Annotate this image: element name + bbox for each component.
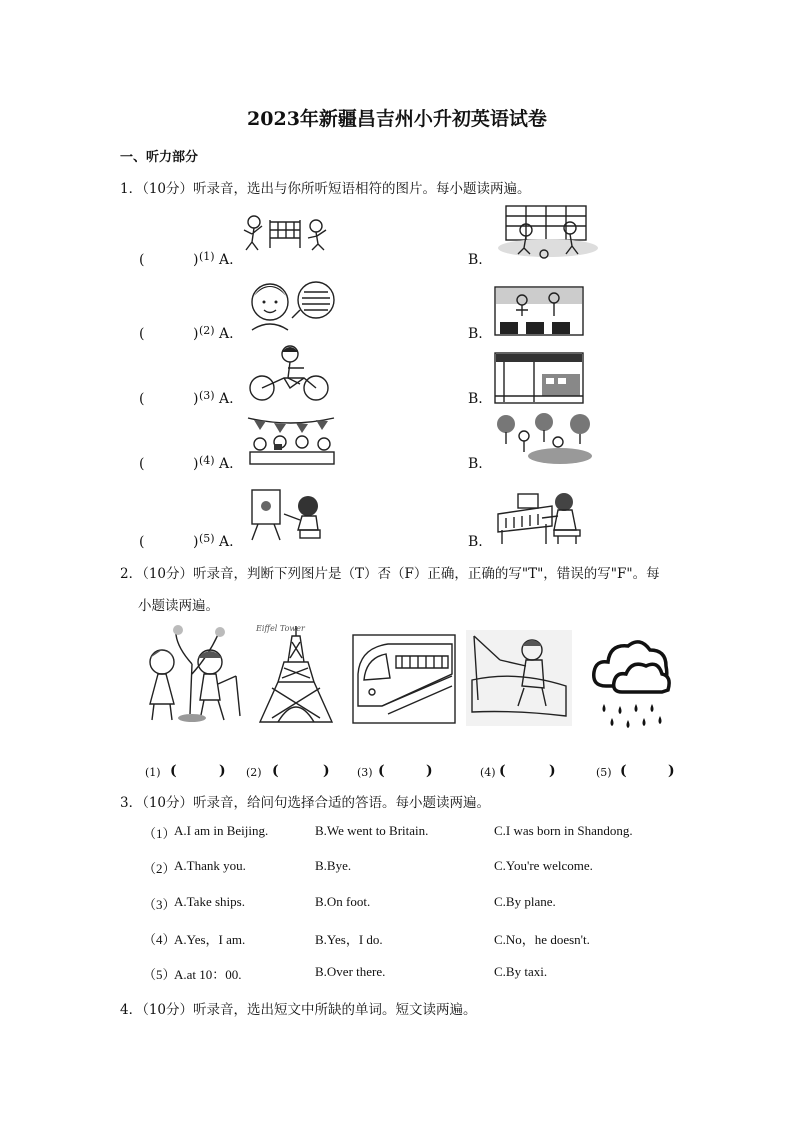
option-b-label: B. <box>468 326 483 342</box>
answer-paren-close: ) <box>219 763 226 779</box>
choice-number: （5） <box>143 967 176 982</box>
choice-number: （1） <box>143 826 176 841</box>
answer-paren-open: ( <box>139 534 145 550</box>
subway-station-icon <box>494 352 584 404</box>
answer-paren-close: ) <box>193 252 199 268</box>
choice-c: C.By taxi. <box>494 964 548 979</box>
answer-paren-open: ( <box>139 252 145 268</box>
girl-bicycle-icon <box>244 344 338 402</box>
choice-a: A.Take ships. <box>174 894 245 909</box>
fishing-man-icon <box>466 630 572 726</box>
boy-painting-icon <box>246 486 330 542</box>
question-2-text: 2．（10分）听录音，判断下列图片是（T）否（F）正确，正确的写"T"，错误的写"F"。每 <box>120 566 660 582</box>
option-b-label: B. <box>468 391 483 407</box>
answer-paren-close: ) <box>193 391 199 407</box>
choice-b: B.Yes，I do. <box>315 932 383 947</box>
birthday-party-icon <box>244 412 338 466</box>
choice-c: C.I was born in Shandong. <box>494 823 633 838</box>
classroom-icon <box>494 286 584 336</box>
choice-a: A.Yes，I am. <box>174 932 246 947</box>
choice-number: （3） <box>143 897 176 912</box>
choice-number: （2） <box>143 861 176 876</box>
choice-a: A.at 10：00. <box>174 967 242 982</box>
option-b-label: B. <box>468 456 483 472</box>
question-2-text-cont: 小题读两遍。 <box>138 598 219 614</box>
item-number: (2) <box>199 324 215 337</box>
planting-tree-icon <box>140 624 244 726</box>
soccer-kids-icon <box>496 204 600 260</box>
item-number: (4) <box>199 454 215 467</box>
option-a-label: A. <box>219 456 234 472</box>
badminton-players-icon <box>240 212 330 252</box>
answer-paren-open: ( <box>170 763 177 779</box>
choice-b: B.On foot. <box>315 894 371 909</box>
option-a-label: A. <box>219 391 234 407</box>
choice-b: B.Over there. <box>315 964 386 979</box>
answer-paren-open: ( <box>499 763 506 779</box>
choice-number: （4） <box>143 932 176 947</box>
item-number: (5) <box>199 532 215 545</box>
answer-paren-close: ) <box>549 763 556 779</box>
choice-b: B.We went to Britain. <box>315 823 429 838</box>
answer-paren-close: ) <box>193 456 199 472</box>
blank-number: (1) <box>145 766 161 779</box>
answer-paren-close: ) <box>323 763 330 779</box>
question-3-text: 3．（10分）听录音，给问句选择合适的答语。每小题读两遍。 <box>120 795 491 811</box>
section-heading: 一、听力部分 <box>120 150 199 165</box>
eiffel-tower-icon <box>248 622 344 726</box>
option-a-label: A. <box>219 326 234 342</box>
option-a-label: A. <box>219 534 234 550</box>
blank-number: (2) <box>246 766 262 779</box>
choice-a: A.I am in Beijing. <box>174 823 269 838</box>
page-title: 2023年新疆昌吉州小升初英语试卷 <box>247 108 547 130</box>
question-1-text: 1．（10分）听录音，选出与你所听短语相符的图片。每小题读两遍。 <box>120 181 531 197</box>
answer-paren-close: ) <box>668 763 675 779</box>
answer-paren-close: ) <box>426 763 433 779</box>
choice-c: C.No，he doesn't. <box>494 932 590 947</box>
option-a-label: A. <box>219 252 234 268</box>
answer-paren-open: ( <box>620 763 627 779</box>
train-icon <box>352 634 456 724</box>
boy-piano-icon <box>496 490 588 546</box>
blank-number: (5) <box>596 766 612 779</box>
boy-speech-bubble-icon <box>244 280 338 332</box>
answer-paren-close: ) <box>193 534 199 550</box>
choice-b: B.Bye. <box>315 858 352 873</box>
choice-c: C.By plane. <box>494 894 556 909</box>
answer-paren-open: ( <box>378 763 385 779</box>
blank-number: (3) <box>357 766 373 779</box>
blank-number: (4) <box>480 766 496 779</box>
answer-paren-open: ( <box>272 763 279 779</box>
option-b-label: B. <box>468 534 483 550</box>
eiffel-caption: Eiffel Tower <box>256 624 305 633</box>
answer-paren-open: ( <box>139 391 145 407</box>
answer-paren-open: ( <box>139 456 145 472</box>
choice-a: A.Thank you. <box>174 858 246 873</box>
answer-paren-open: ( <box>139 326 145 342</box>
item-number: (3) <box>199 389 215 402</box>
picnic-icon <box>494 414 594 466</box>
option-b-label: B. <box>468 252 483 268</box>
question-4-text: 4．（10分）听录音，选出短文中所缺的单词。短文读两遍。 <box>120 1002 477 1018</box>
item-number: (1) <box>199 250 215 263</box>
rain-cloud-icon <box>588 630 672 734</box>
answer-paren-close: ) <box>193 326 199 342</box>
choice-c: C.You're welcome. <box>494 858 593 873</box>
